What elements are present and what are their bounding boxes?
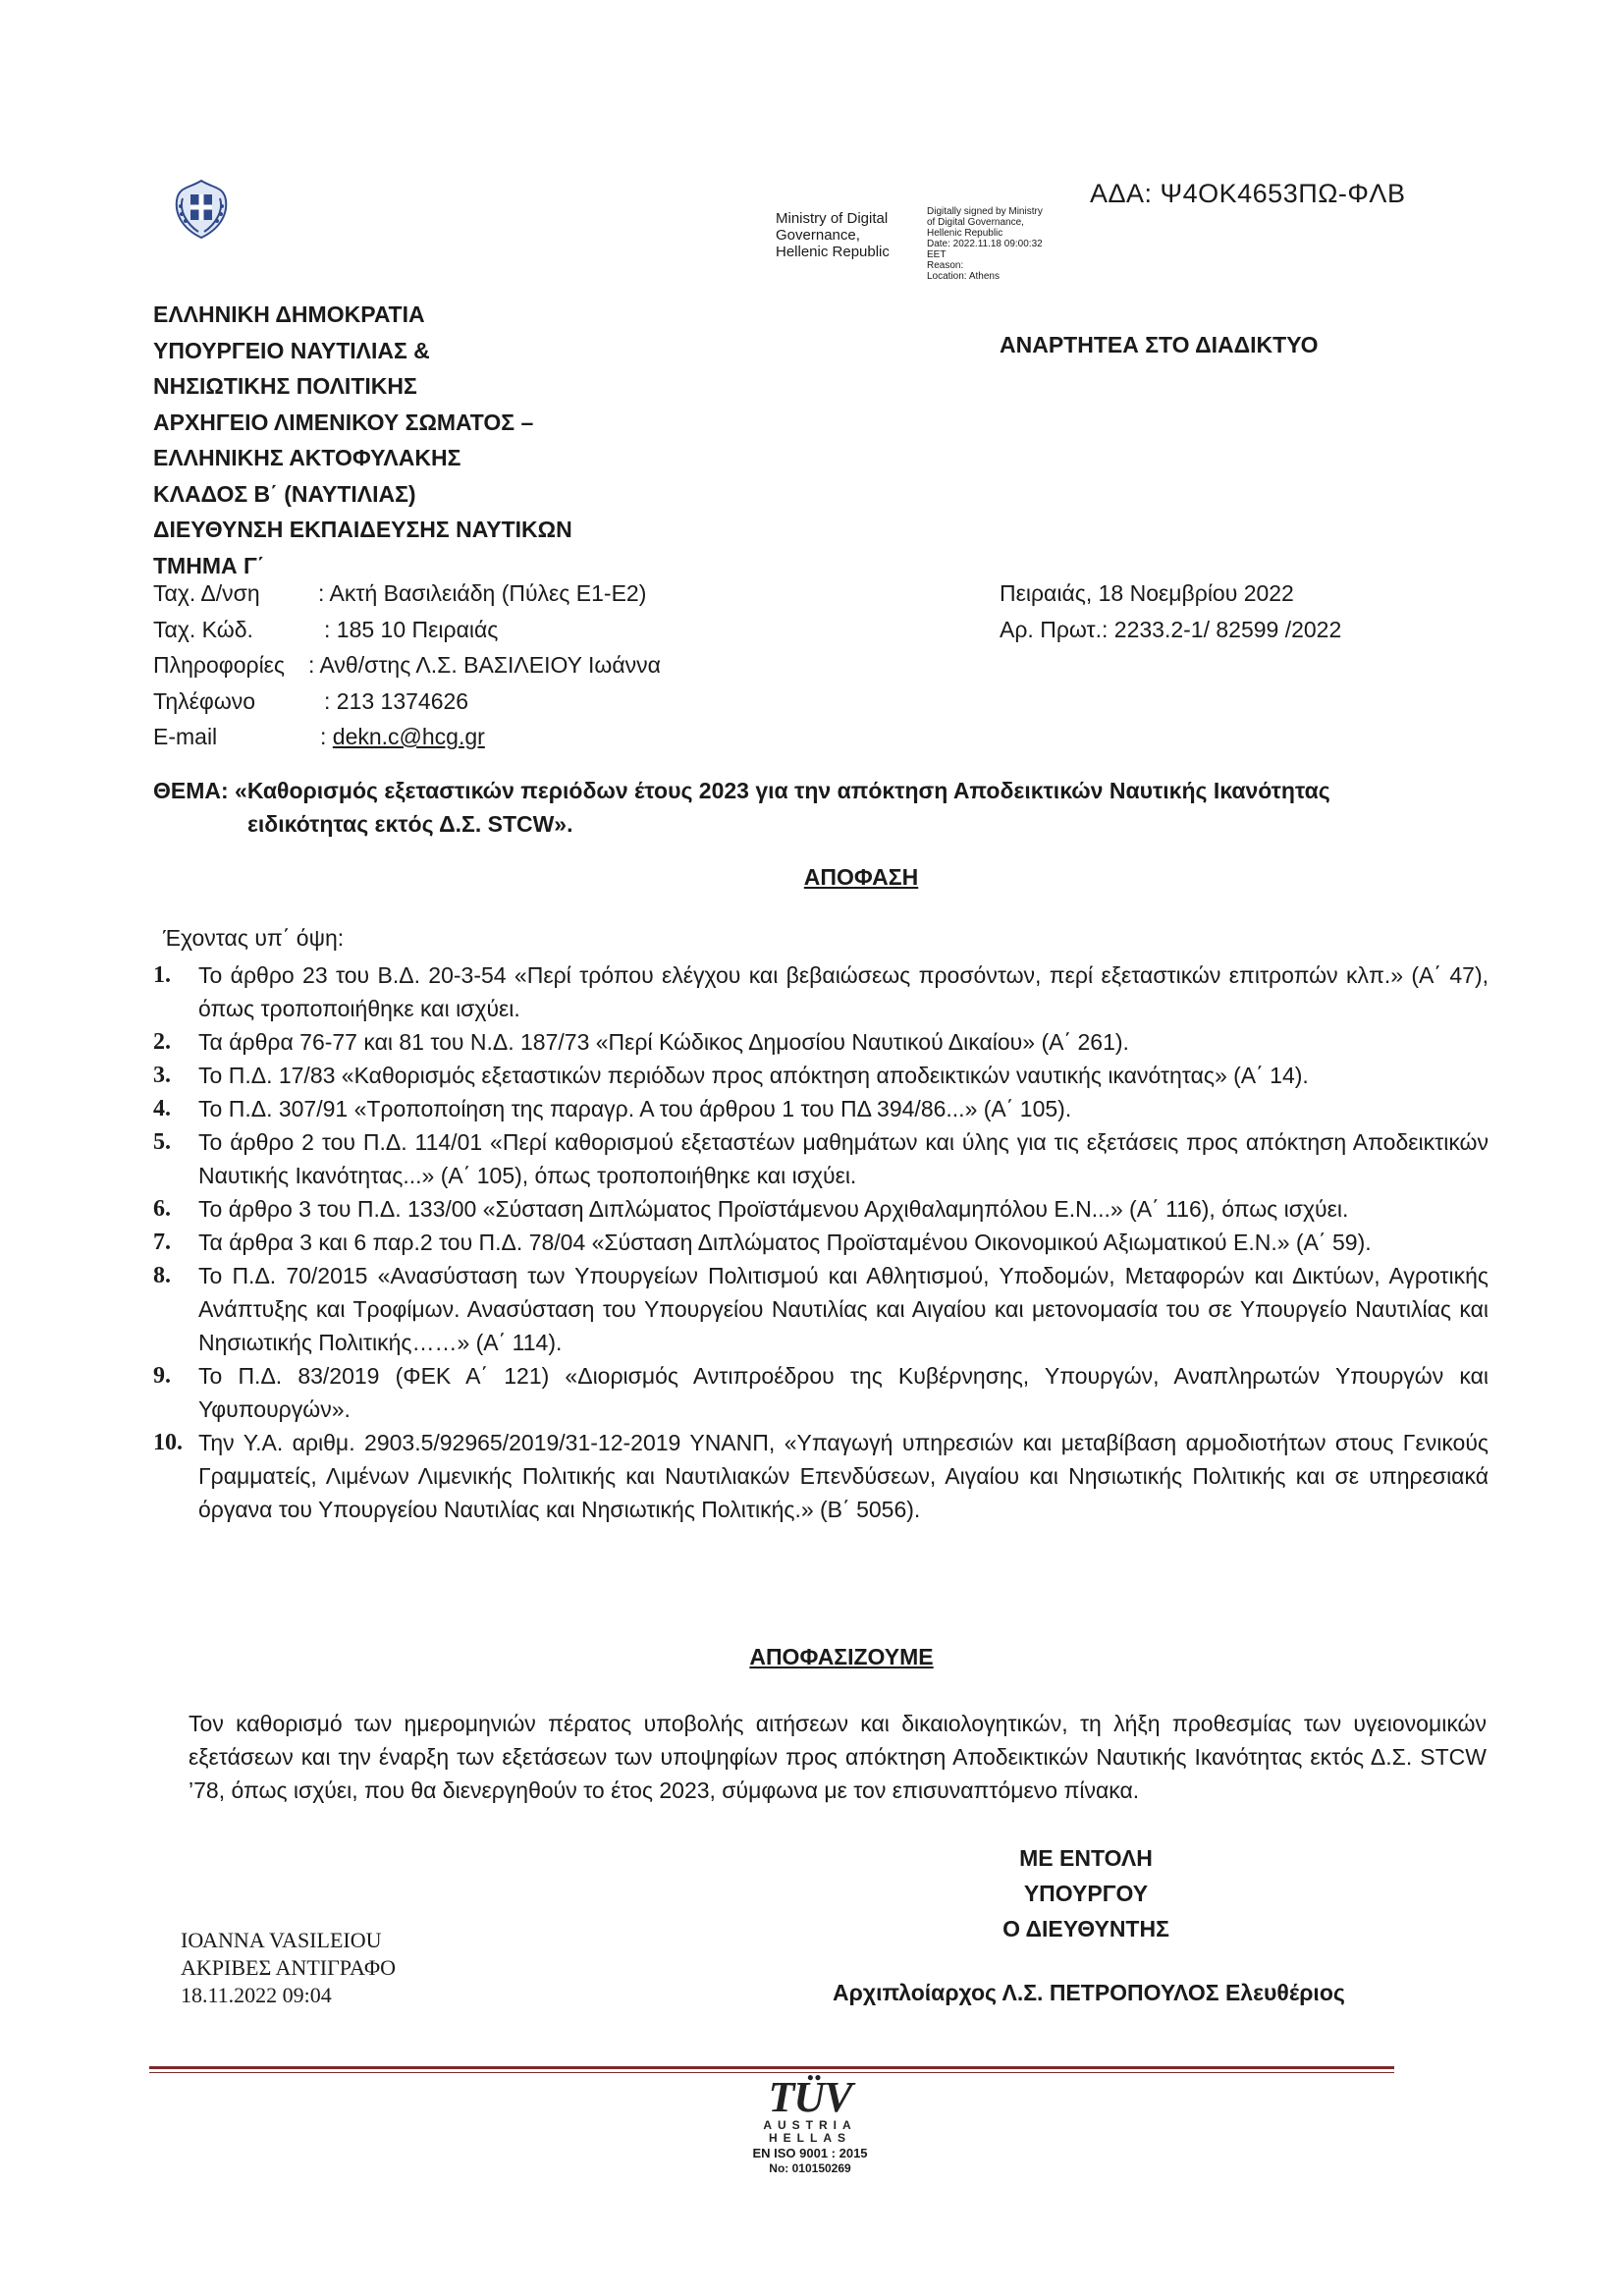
date-protocol <box>1000 575 1341 647</box>
item-number: 7. <box>153 1230 171 1255</box>
contact-value: : Ανθ/στης Λ.Σ. ΒΑΣΙΛΕΙΟΥ Ιωάννα <box>308 652 661 678</box>
subject-line: ΘΕΜΑ: «Καθορισμός εξεταστικών περιόδων έτους 2023 για την απόκτηση Αποδεικτικών Ναυτικής Ικανότητας <box>153 778 1330 803</box>
tuv-logo-text: TÜV <box>768 2073 852 2121</box>
signature-detail-line: Location: Athens <box>927 271 1000 282</box>
considerations-list <box>153 958 1489 1526</box>
stamp-line: ΑΚΡΙΒΕΣ ΑΝΤΙΓΡΑΦΟ <box>181 1955 396 1980</box>
list-item <box>153 1192 1489 1226</box>
signature-detail-line: of Digital Governance, <box>927 217 1024 228</box>
list-item <box>153 1426 1489 1526</box>
header-line: ΕΛΛΗΝΙΚΗΣ ΑΚΤΟΦΥΛΑΚΗΣ <box>153 445 461 470</box>
tuv-certification <box>746 2073 874 2176</box>
tuv-logo <box>746 2073 874 2121</box>
item-text: Την Υ.Α. αριθμ. 2903.5/92965/2019/31-12-2019 ΥΝΑΝΠ, «Υπαγωγή υπηρεσιών και μεταβίβαση αρμοδιοτήτων στους Γενικούς Γραμματείς, Λιμένων Λιμενικής Πολιτικής και Ναυτιλιακών Επενδύσεων, Αιγαίου και Νησιωτικής Πολιτικής και σε υπηρεσιακά όργανα του Υπουργείου Ναυτιλίας και Νησιωτικής Πολιτικής.» (Β΄ 5056). <box>198 1430 1489 1522</box>
contact-value: : 185 10 Πειραιάς <box>324 616 499 642</box>
tuv-subtitle: AUSTRIA <box>763 2118 857 2132</box>
having-in-view: Έχοντας υπ΄ όψη: <box>163 925 345 951</box>
item-number: 1. <box>153 962 171 988</box>
contact-label: Ταχ. Δ/νση <box>153 580 260 606</box>
subject <box>153 774 1469 841</box>
header-line: ΕΛΛΗΝΙΚΗ ΔΗΜΟΚΡΑΤΙΑ <box>153 301 425 327</box>
list-item <box>153 1359 1489 1426</box>
digital-signature-details <box>927 206 1043 282</box>
digital-signature-signer <box>776 210 890 260</box>
item-text: Το άρθρο 2 του Π.Δ. 114/01 «Περί καθορισμού εξεταστέων μαθημάτων και ύλης για τις εξετάσεις προς απόκτηση Αποδεικτικών Ναυτικής Ικανότητας...» (Α΄ 105), όπως τροποποιήθηκε και ισχύει. <box>198 1129 1489 1188</box>
authority-header <box>153 297 572 583</box>
list-item <box>153 1226 1489 1259</box>
signature-detail-line: EET <box>927 249 947 260</box>
signer-line: Hellenic Republic <box>776 244 890 260</box>
list-item <box>153 1025 1489 1059</box>
header-line: ΑΡΧΗΓΕΙΟ ΛΙΜΕΝΙΚΟΥ ΣΩΜΑΤΟΣ – <box>153 409 534 435</box>
signature-detail-line: Date: 2022.11.18 09:00:32 <box>927 239 1043 249</box>
contact-value: : Ακτή Βασιλειάδη (Πύλες Ε1-Ε2) <box>318 580 647 606</box>
item-text: Το άρθρο 23 του Β.Δ. 20-3-54 «Περί τρόπου ελέγχου και βεβαιώσεως προσόντων, περί εξεταστικών επιτροπών κλπ.» (Α΄ 47), όπως τροποποιήθηκε και ισχύει. <box>198 962 1489 1021</box>
item-text: Το Π.Δ. 307/91 «Τροποποίηση της παραγρ. Α του άρθρου 1 του ΠΔ 394/86...» (Α΄ 105). <box>198 1096 1072 1121</box>
decision-heading: ΑΠΟΦΑΣΗ <box>803 864 919 890</box>
item-text: Το Π.Δ. 83/2019 (ΦΕΚ Α΄ 121) «Διορισμός Αντιπροέδρου της Κυβέρνησης, Υπουργών, Αναπληρωτών Υπουργών και Υφυπουργών». <box>198 1363 1489 1422</box>
item-number: 6. <box>153 1196 171 1222</box>
signature-detail-line: Reason: <box>927 260 964 271</box>
item-number: 10. <box>153 1430 183 1455</box>
list-item <box>153 1059 1489 1092</box>
decision-heading-wrap <box>0 864 1624 891</box>
contact-label: Πληροφορίες <box>153 652 286 678</box>
signature-detail-line: Hellenic Republic <box>927 228 1003 239</box>
list-item <box>153 1259 1489 1359</box>
stamp-line: ΙΟΑΝΝΑ VASILEIOU <box>181 1928 382 1952</box>
protocol-number: Αρ. Πρωτ.: 2233.2-1/ 82599 /2022 <box>1000 616 1342 642</box>
true-copy-stamp <box>181 1927 396 2009</box>
header-line: ΝΗΣΙΩΤΙΚΗΣ ΠΟΛΙΤΙΚΗΣ <box>153 373 417 399</box>
iso-standard: EN ISO 9001 : 2015 <box>752 2146 868 2160</box>
ada-code: ΑΔΑ: Ψ4ΟΚ4653ΠΩ-ΦΛΒ <box>1090 179 1406 208</box>
post-notice: ΑΝΑΡΤΗΤΕΑ ΣΤΟ ΔΙΑΔΙΚΤΥΟ <box>1000 332 1319 357</box>
item-number: 9. <box>153 1363 171 1389</box>
header-line: ΥΠΟΥΡΓΕΙΟ ΝΑΥΤΙΛΙΑΣ & <box>153 337 430 363</box>
decide-heading-wrap <box>0 1644 1624 1670</box>
signer-line: Governance, <box>776 227 860 244</box>
order-line: ΜΕ ΕΝΤΟΛΗ ΥΠΟΥΡΓΟΥ <box>1019 1845 1153 1906</box>
header-line: ΔΙΕΥΘΥΝΣΗ ΕΚΠΑΙΔΕΥΣΗΣ ΝΑΥΤΙΚΩΝ <box>153 517 572 542</box>
signer-line: Ministry of Digital <box>776 210 889 227</box>
item-number: 3. <box>153 1063 171 1088</box>
email-colon: : <box>320 724 333 749</box>
decision-body: Τον καθορισμό των ημερομηνιών πέρατος υποβολής αιτήσεων και δικαιολογητικών, τη λήξη προθεσμίας των υγειονομικών εξετάσεων και την έναρξη των εξετάσεων των υποψηφίων προς απόκτηση Αποδεικτικών Ναυτικής Ικανότητας εκτός Δ.Σ. STCW ’78, όπως ισχύει, που θα διενεργηθούν το έτος 2023, σύμφωνα με τον επισυναπτόμενο πίνακα. <box>189 1711 1487 1803</box>
list-item <box>153 1092 1489 1125</box>
tuv-subtitle: HELLAS <box>769 2131 851 2145</box>
item-text: Το Π.Δ. 17/83 «Καθορισμός εξεταστικών περιόδων προς απόκτηση αποδεικτικών ναυτικής ικανότητας» (Α΄ 14). <box>198 1063 1309 1088</box>
item-number: 8. <box>153 1263 171 1288</box>
item-number: 5. <box>153 1129 171 1155</box>
item-text: Τα άρθρα 76-77 και 81 του Ν.Δ. 187/73 «Περί Κώδικος Δημοσίου Ναυτικού Δικαίου» (Α΄ 261). <box>198 1029 1129 1055</box>
contact-label: Ταχ. Κώδ. <box>153 616 253 642</box>
greek-emblem-icon <box>169 177 234 242</box>
contact-label: E-mail <box>153 724 218 749</box>
contact-value: : 213 1374626 <box>324 687 469 714</box>
item-number: 2. <box>153 1029 171 1055</box>
list-item <box>153 958 1489 1025</box>
item-text: Το Π.Δ. 70/2015 «Ανασύσταση των Υπουργείων Πολιτισμού και Αθλητισμού, Υποδομών, Μεταφορών και Δικτύων, Αγροτικής Ανάπτυξης και Τροφίμων. Ανασύσταση του Υπουργείου Ναυτιλίας και Αιγαίου και μετονομασία του σε Υπουργείο Ναυτιλίας και Νησιωτικής Πολιτικής……» (Α΄ 114). <box>198 1263 1489 1355</box>
item-number: 4. <box>153 1096 171 1121</box>
list-item <box>153 1125 1489 1192</box>
contact-label: Τηλέφωνο <box>153 687 256 714</box>
footer-divider <box>149 2066 1394 2069</box>
order-block <box>968 1840 1204 1946</box>
certificate-number: No: 010150269 <box>769 2161 851 2175</box>
header-line: ΚΛΑΔΟΣ Β΄ (ΝΑΥΤΙΛΙΑΣ) <box>153 480 416 507</box>
signer-name: Αρχιπλοίαρχος Λ.Σ. ΠΕΤΡΟΠΟΥΛΟΣ Ελευθέριος <box>833 1980 1345 2005</box>
decide-heading: ΑΠΟΦΑΣΙΖΟΥΜΕ <box>749 1644 934 1669</box>
document-date: Πειραιάς, 18 Νοεμβρίου 2022 <box>1000 580 1294 606</box>
item-text: Το άρθρο 3 του Π.Δ. 133/00 «Σύσταση Διπλώματος Προϊστάμενου Αρχιθαλαμηπόλου Ε.Ν...» (Α΄ 116), όπως ισχύει. <box>198 1196 1349 1222</box>
signature-detail-line: Digitally signed by Ministry <box>927 206 1043 217</box>
subject-line: ειδικότητας εκτός Δ.Σ. STCW». <box>247 811 573 837</box>
stamp-line: 18.11.2022 09:04 <box>181 1983 332 2007</box>
header-line: ΤΜΗΜΑ Γ΄ <box>153 552 265 578</box>
email-link[interactable]: dekn.c@hcg.gr <box>332 724 485 749</box>
order-line: Ο ΔΙΕΥΘΥΝΤΗΣ <box>1002 1916 1169 1941</box>
item-text: Τα άρθρα 3 και 6 παρ.2 του Π.Δ. 78/04 «Σύσταση Διπλώματος Προϊσταμένου Οικονομικού Αξιωματικού Ε.Ν.» (Α΄ 59). <box>198 1230 1372 1255</box>
